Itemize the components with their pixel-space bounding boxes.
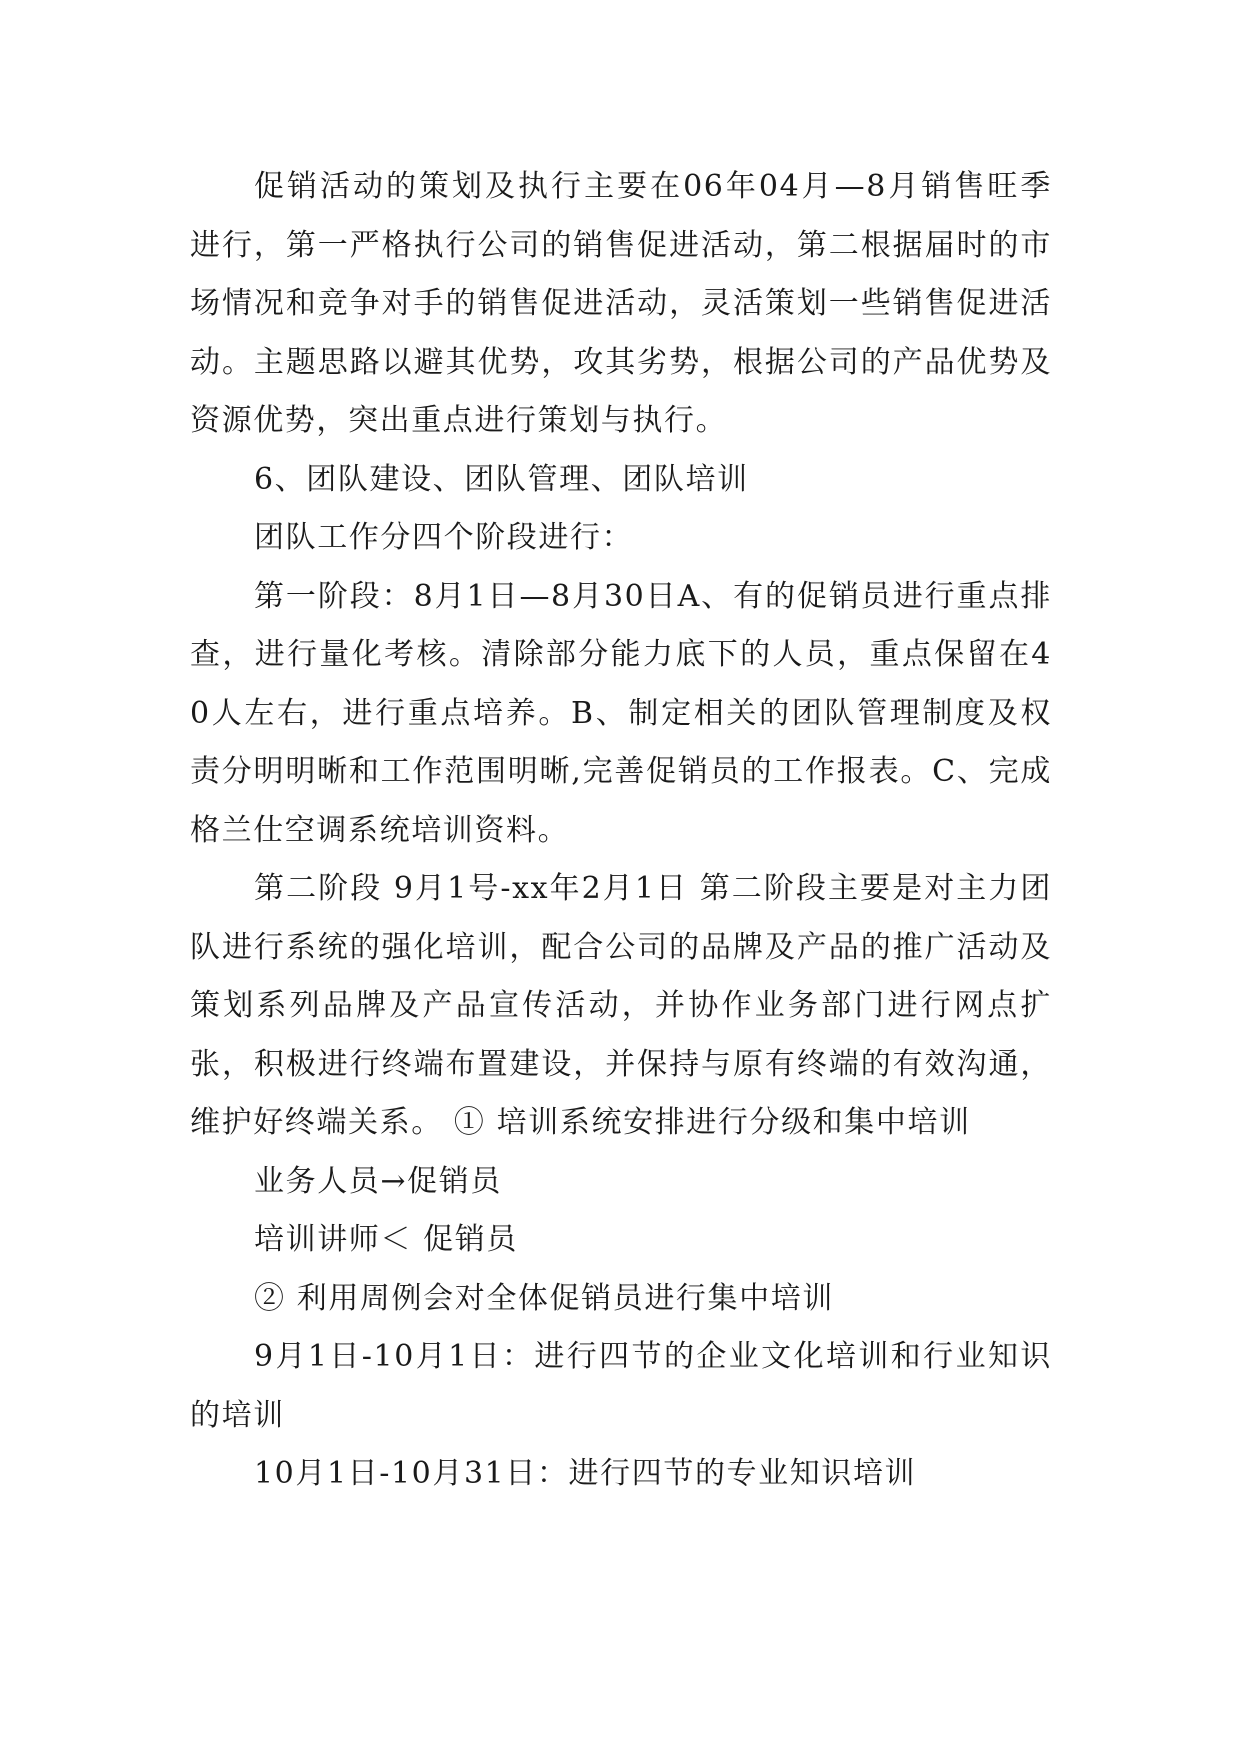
paragraph-october-training: 10月1日-10月31日：进行四节的专业知识培训 [254,1456,917,1491]
line-sales-to-promoter: 业务人员→促销员 [254,1163,502,1199]
paragraph-team-stages: 团队工作分四个阶段进行： [254,520,634,555]
paragraph-promotion-plan: 促销活动的策划及执行主要在06年04月—8月销售旺季进行，第一严格执行公司的销售促进活动，第二根据届时的市场情况和竞争对手的销售促进活动，灵活策划一些销售促进活动。主题思路以避其优势，攻其劣势，根据公司的产品优势及资源优势，突出重点进行策划与执行。 [190,169,1052,438]
section-heading-team: 6、团队建设、团队管理、团队培训 [254,461,749,497]
line-weekly-meeting: ② 利用周例会对全体促销员进行集中培训 [254,1280,834,1316]
line-trainer-promoter: 培训讲师＜ 促销员 [254,1222,518,1257]
paragraph-stage-one: 第一阶段：8月1日—8月30日A、有的促销员进行重点排查，进行量化考核。清除部分能力底下的人员，重点保留在40人左右，进行重点培养。B、制定相关的团队管理制度及权责分明明晰和工作范围明晰,完善促销员的工作报表。C、完成格兰仕空调系统培训资料。 [190,578,1052,848]
paragraph-september-training: 9月1日-10月1日：进行四节的企业文化培训和行业知识的培训 [190,1339,1052,1433]
paragraph-stage-two: 第二阶段 9月1号-xx年2月1日 第二阶段主要是对主力团队进行系统的强化培训，配合公司的品牌及产品的推广活动及策划系列品牌及产品宣传活动，并协作业务部门进行网点扩张，积极进行终端布置建设，并保持与原有终端的有效沟通，维护好终端关系。 ① 培训系统安排进行分级和集中培训 [190,871,1052,1140]
document-body [190,158,1052,1504]
